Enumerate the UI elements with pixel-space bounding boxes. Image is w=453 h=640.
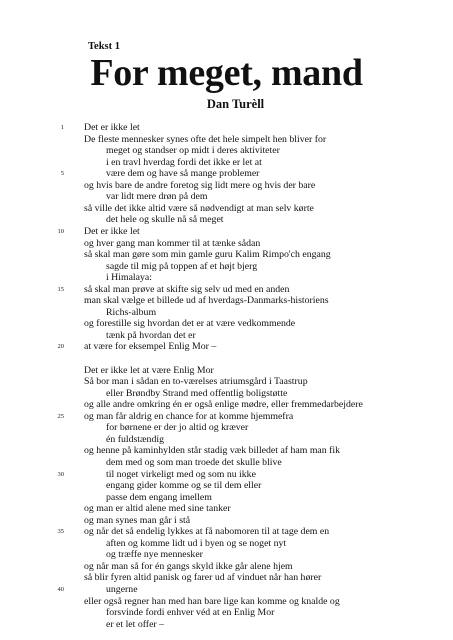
poem-line: i en travl hverdag fordi det ikke er let at: [106, 156, 262, 168]
line-number: 20: [57, 343, 64, 351]
poem-line: være dem og have så mange problemer: [106, 168, 260, 180]
poem-line: ungerne: [106, 584, 138, 595]
poem-line: aften og komme lidt ud i byen og se noget nyt: [106, 537, 287, 549]
poem-line: til noget virkeligt med og som nu ikke: [106, 468, 256, 480]
poem-line: og man synes man går i stå: [84, 514, 191, 526]
poem-line: så skal man prøve at skifte sig selv ud med en anden: [84, 283, 290, 295]
poem-line: var lidt mere drøn på dem: [106, 191, 208, 203]
line-number: 40: [57, 586, 64, 593]
poem-author: Dan Turèll: [206, 97, 265, 111]
poem-line: eller Brøndby Strand med offentlig boligstøtte: [106, 387, 288, 399]
poem-line: Det er ikke let at være Enlig Mor: [84, 364, 214, 376]
poem-line: én fuldstændig: [106, 433, 164, 445]
poem-line: og man er altid alene med sine tanker: [84, 503, 231, 515]
poem-line: og alle andre omkring én er også enlige mødre, eller fremmedarbejdere: [84, 399, 363, 411]
poem-line: passe dem engang imellem: [106, 491, 212, 503]
poem-line: så ville det ikke altid være så nødvendigt at man selv kørte: [84, 202, 314, 214]
poem-line: og når det så endelig lykkes at få nabomoren til at tage dem en: [84, 526, 330, 538]
poem-line: engang gider komme og se til dem eller: [106, 480, 262, 492]
poem-line: man skal vælge et billede ud af hverdags-Danmarks-historiens: [84, 295, 329, 307]
line-number: 30: [57, 470, 64, 478]
poem-line: Richs-album: [106, 306, 157, 318]
poem-line: sagde til mig på toppen af et højt bjerg: [106, 260, 258, 272]
poem-line: at være for eksempel Enlig Mor –: [84, 341, 217, 353]
poem-line: dem med og som man troede det skulle blive: [106, 456, 282, 468]
poem-line: for børnene er der jo altid og kræver: [106, 422, 249, 434]
line-number: 5: [60, 170, 64, 178]
poem-line: så skal man gøre som min gamle guru Kalim Rimpo'ch engang: [84, 249, 331, 261]
poem-line: meget og standser op midt i deres aktiviteter: [106, 145, 280, 157]
poem-line: tænk på hvordan det er: [106, 329, 196, 341]
poem-line: og når man så for én gangs skyld ikke går alene hjem: [84, 560, 293, 572]
poem-line: og man får aldrig en chance for at komme hjemmefra: [84, 410, 294, 422]
line-number: 25: [57, 412, 64, 420]
poem-line: og hver gang man kommer til at tænke sådan: [84, 237, 261, 249]
poem-line: og henne på kaminhylden står stadig væk billedet af ham man fik: [84, 445, 341, 457]
poem-line: er et let offer –: [106, 618, 165, 630]
poem-line: De fleste mennesker synes ofte det hele simpelt hen bliver for: [84, 133, 327, 145]
line-number: 10: [57, 227, 64, 235]
line-number: 15: [57, 285, 64, 293]
poem-line: det hele og skulle nå så meget: [106, 214, 224, 226]
line-number: 35: [57, 528, 64, 536]
poem-line: Så bor man i sådan en to-værelses atriumsgård i Taastrup: [84, 376, 308, 388]
line-number: 1: [60, 124, 64, 131]
poem-line: Det er ikke let: [84, 122, 140, 133]
poem-line: og forestille sig hvordan det er at være vedkommende: [84, 318, 296, 330]
poem-title: For meget, mand: [90, 52, 363, 94]
poem-line: og træffe nye mennesker: [106, 549, 203, 561]
text-label: Tekst 1: [88, 41, 120, 52]
poem-line: i Himalaya:: [106, 272, 152, 284]
poem-line: så blir fyren altid panisk og farer ud af vinduet når han hører: [84, 572, 322, 584]
poem-line: og hvis bare de andre foretog sig lidt mere og hvis der bare: [84, 179, 316, 191]
poem-line: forsvinde fordi enhver véd at en Enlig Mor: [106, 607, 275, 619]
poem-line: eller også regner han med han bare lige kan komme og knalde og: [84, 595, 340, 607]
poem-line: Det er ikke let: [84, 225, 140, 237]
